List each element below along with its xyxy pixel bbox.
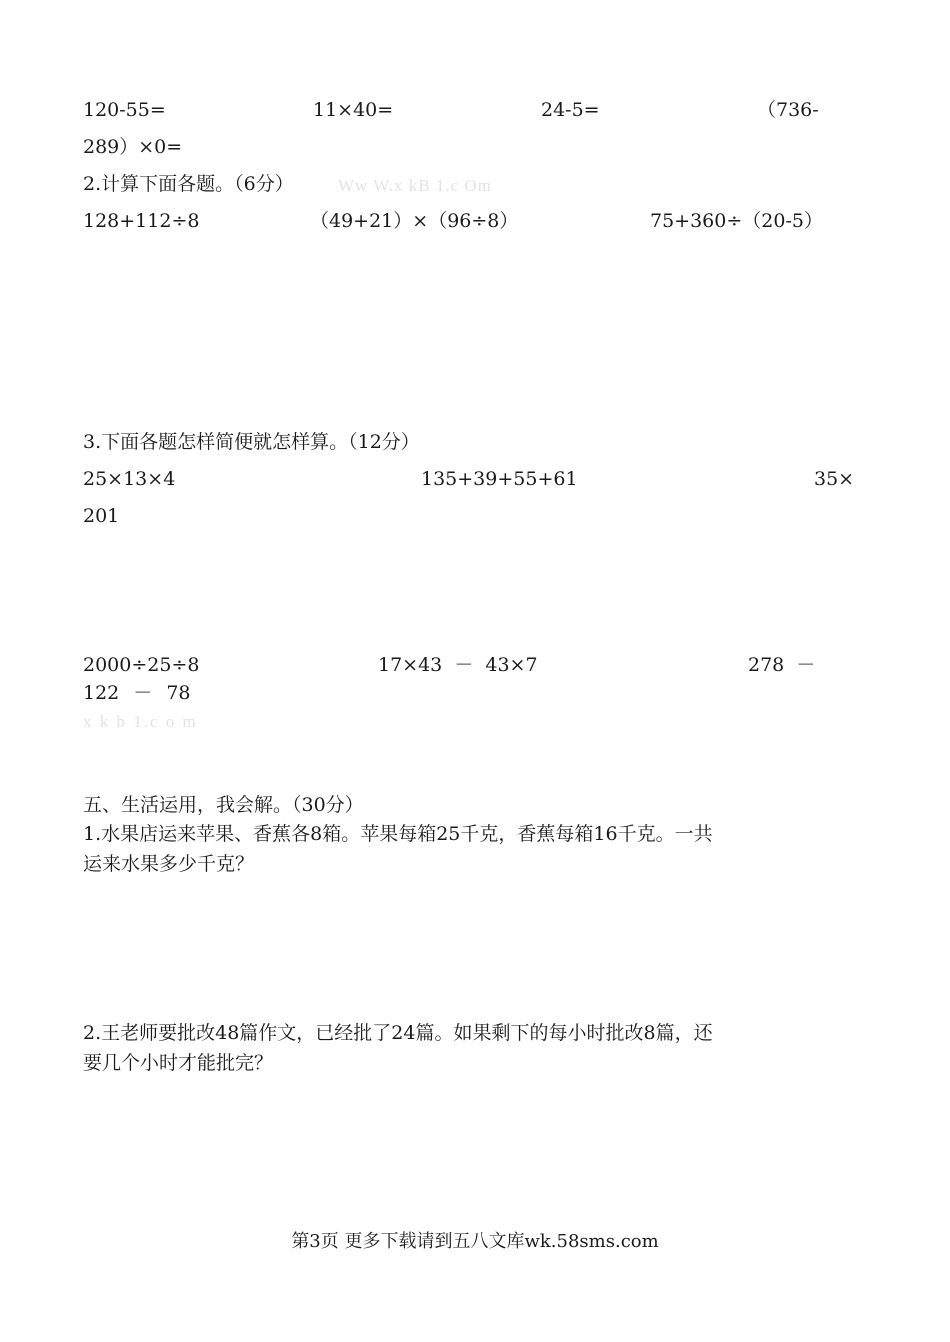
calc-item: 128+112÷8 (83, 210, 200, 232)
calc-item-continued: 289）×0= (83, 136, 183, 158)
calc-item-continued: 122 － 78 (83, 682, 191, 704)
question-2-title: 2.计算下面各题。（6分） (83, 173, 294, 195)
page-footer: 第3页 更多下载请到五八文库wk.58sms.com (291, 1231, 659, 1252)
calc-item: 135+39+55+61 (421, 468, 578, 490)
calc-item: 278 － (748, 654, 816, 676)
calc-item: （736- (757, 99, 819, 121)
question-3-title: 3.下面各题怎样简便就怎样算。（12分） (83, 431, 420, 453)
calc-item: 11×40= (313, 99, 394, 121)
calc-item: 25×13×4 (83, 468, 176, 490)
calc-item: 120-55= (83, 99, 166, 121)
problem-1-line: 运来水果多少千克？ (83, 853, 255, 875)
problem-1-line: 1.水果店运来苹果、香蕉各8箱。苹果每箱25千克，香蕉每箱16千克。一共 (83, 823, 713, 845)
section-5-title: 五、生活运用，我会解。（30分） (83, 794, 364, 816)
calc-item: （49+21）×（96÷8） (310, 210, 519, 232)
calc-item: 24-5= (541, 99, 600, 121)
calc-item: 35× (814, 468, 855, 490)
watermark: x k b 1.c o m (83, 712, 198, 731)
problem-2-line: 2.王老师要批改48篇作文，已经批了24篇。如果剩下的每小时批改8篇，还 (83, 1022, 713, 1044)
problem-2-line: 要几个小时才能批完？ (83, 1052, 274, 1074)
watermark: Ww W.x kB 1.c Om (338, 176, 492, 195)
calc-item: 2000÷25÷8 (83, 654, 200, 676)
calc-item: 75+360÷（20-5） (650, 210, 823, 232)
calc-item-continued: 201 (83, 505, 120, 527)
calc-item: 17×43 － 43×7 (378, 654, 538, 676)
